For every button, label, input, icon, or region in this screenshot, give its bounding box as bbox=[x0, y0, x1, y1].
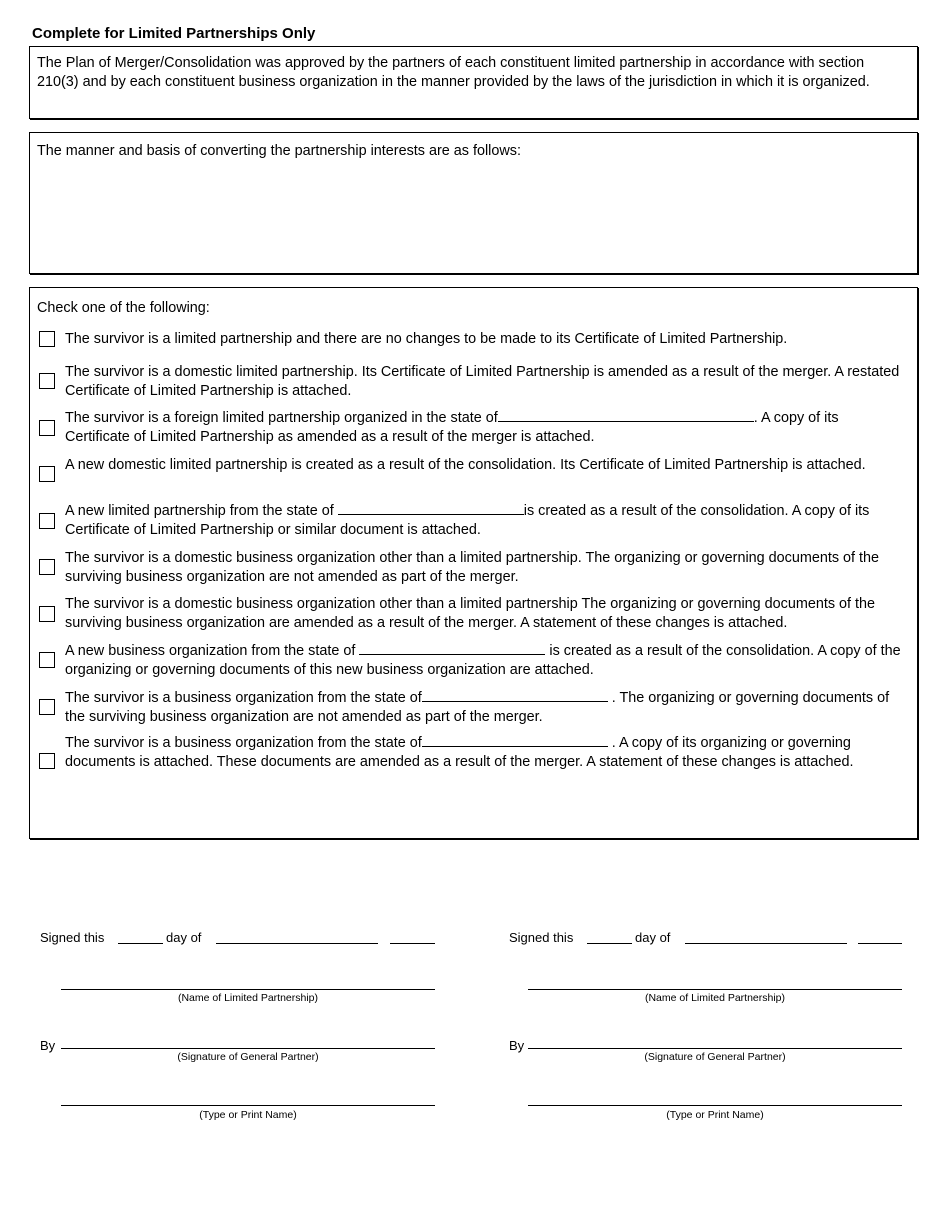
day-line[interactable] bbox=[587, 943, 632, 944]
options-box bbox=[29, 287, 918, 839]
conversion-label: The manner and basis of converting the partnership interests are as follows: bbox=[37, 143, 521, 159]
approval-text: The Plan of Merger/Consolidation was approved by the partners of each constituent limited partnership in accordance with section 210(3) and by each constituent business organization in the manner provided by the laws of the jurisdiction in which it is organized. bbox=[37, 55, 870, 90]
signature-line[interactable] bbox=[61, 1048, 435, 1049]
option-checkbox[interactable] bbox=[39, 559, 55, 575]
option-checkbox[interactable] bbox=[39, 331, 55, 347]
partnership-name-caption: (Name of Limited Partnership) bbox=[177, 992, 319, 1004]
partnership-name-caption: (Name of Limited Partnership) bbox=[644, 992, 786, 1004]
option-checkbox[interactable] bbox=[39, 606, 55, 622]
state-blank[interactable] bbox=[359, 642, 545, 655]
day-line[interactable] bbox=[118, 943, 163, 944]
option-checkbox[interactable] bbox=[39, 699, 55, 715]
option-checkbox[interactable] bbox=[39, 753, 55, 769]
print-name-line[interactable] bbox=[61, 1105, 435, 1106]
print-name-line[interactable] bbox=[528, 1105, 902, 1106]
month-line[interactable] bbox=[685, 943, 847, 944]
partnership-name-line[interactable] bbox=[528, 989, 902, 990]
state-blank[interactable] bbox=[498, 409, 754, 422]
signed-this-label: Signed this bbox=[509, 930, 574, 945]
option-text: The survivor is a domestic business organization other than a limited partnership. The organizing or governing documents of the surviving business organization are not amended as part of the merger. bbox=[65, 550, 880, 585]
check-prompt: Check one of the following: bbox=[37, 300, 210, 316]
signature-caption: (Signature of General Partner) bbox=[177, 1051, 319, 1063]
option-text: The survivor is a limited partnership and there are no changes to be made to its Certificate of Limited Partnership. bbox=[65, 331, 788, 347]
option-text: The survivor is a business organization from the state of . The organizing or governing documents of the surviving business organization are not amended as part of the merger. bbox=[65, 690, 890, 725]
print-name-caption: (Type or Print Name) bbox=[666, 1109, 764, 1121]
state-blank[interactable] bbox=[338, 502, 524, 515]
by-label: By bbox=[40, 1038, 56, 1053]
signature-caption: (Signature of General Partner) bbox=[644, 1051, 786, 1063]
option-checkbox[interactable] bbox=[39, 652, 55, 668]
option-text: The survivor is a business organization from the state of . A copy of its organizing or governing documents is attached. These documents are amended as a result of the merger. A statement of these changes is attached. bbox=[65, 735, 854, 770]
by-label: By bbox=[509, 1038, 525, 1053]
state-blank[interactable] bbox=[422, 734, 608, 747]
option-text: A new limited partnership from the state of is created as a result of the consolidation. A copy of its Certificate of Limited Partnership or similar document is attached. bbox=[65, 503, 870, 538]
year-line[interactable] bbox=[390, 943, 435, 944]
option-checkbox[interactable] bbox=[39, 373, 55, 389]
signed-this-label: Signed this bbox=[40, 930, 105, 945]
option-text: The survivor is a domestic business organization other than a limited partnership The organizing or governing documents of the surviving business organization are amended as a result of the merger. A statement of these changes is attached. bbox=[65, 596, 876, 631]
option-text: A new business organization from the state of is created as a result of the consolidation. A copy of the organizing or governing documents of this new business organization are attached. bbox=[65, 643, 901, 678]
day-of-label: day of bbox=[635, 930, 671, 945]
option-text: The survivor is a foreign limited partnership organized in the state of . A copy of its Certificate of Limited Partnership as amended as a result of the merger is attached. bbox=[65, 410, 839, 445]
section-title: Complete for Limited Partnerships Only bbox=[32, 25, 316, 42]
month-line[interactable] bbox=[216, 943, 378, 944]
option-text: A new domestic limited partnership is created as a result of the consolidation. Its Certificate of Limited Partnership is attached. bbox=[65, 457, 866, 473]
approval-box bbox=[29, 46, 918, 119]
print-name-caption: (Type or Print Name) bbox=[199, 1109, 297, 1121]
option-checkbox[interactable] bbox=[39, 466, 55, 482]
option-checkbox[interactable] bbox=[39, 513, 55, 529]
state-blank[interactable] bbox=[422, 689, 608, 702]
day-of-label: day of bbox=[166, 930, 202, 945]
partnership-name-line[interactable] bbox=[61, 989, 435, 990]
option-text: The survivor is a domestic limited partnership. Its Certificate of Limited Partnership is amended as a result of the merger. A restated Certificate of Limited Partnership is attached. bbox=[65, 364, 900, 399]
option-checkbox[interactable] bbox=[39, 420, 55, 436]
signature-line[interactable] bbox=[528, 1048, 902, 1049]
year-line[interactable] bbox=[858, 943, 902, 944]
conversion-box[interactable] bbox=[29, 132, 918, 274]
